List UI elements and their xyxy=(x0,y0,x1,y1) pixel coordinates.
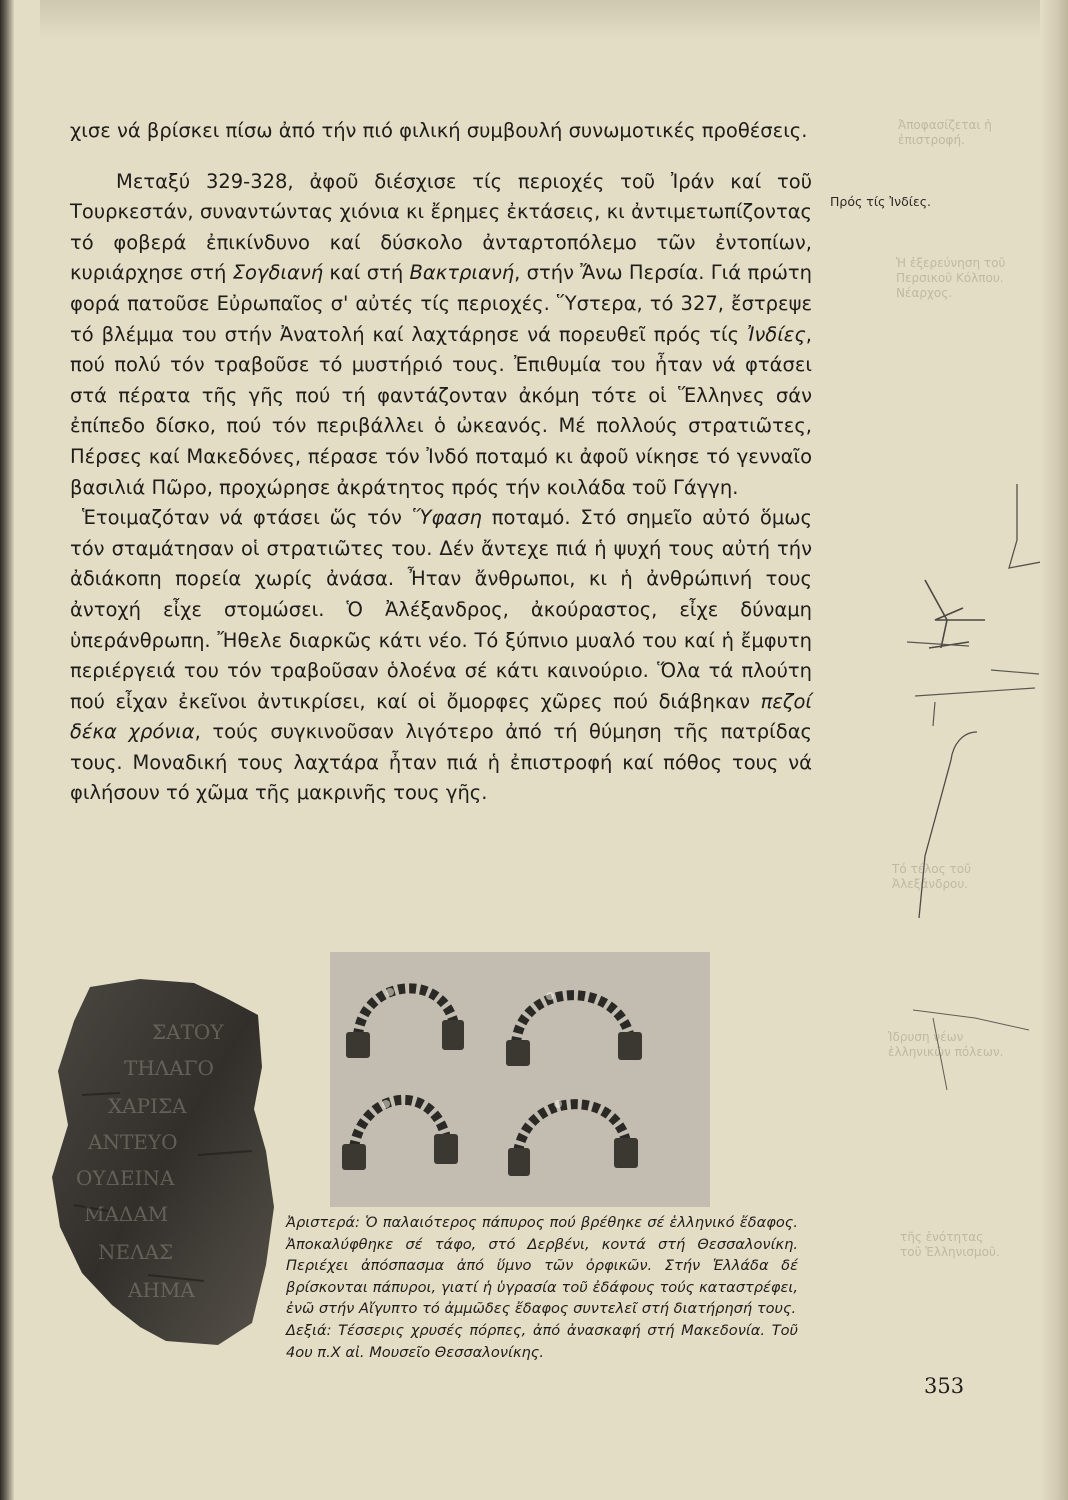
bleed-margin-note: τῆς ἑνότητας τοῦ Ἑλληνισμοῦ. xyxy=(900,1230,1000,1259)
place-bactria: Βακτριανή xyxy=(409,261,515,285)
margin-note: Πρός τίς Ἰνδίες. xyxy=(830,194,932,209)
page-number: 353 xyxy=(924,1374,965,1398)
svg-text:ΤΗΛΑΓΟ: ΤΗΛΑΓΟ xyxy=(124,1056,214,1080)
papyrus-fragment-photo xyxy=(48,975,288,1350)
bleed-margin-note: Ἡ ἐξερεύνηση τοῦ Περσικοῦ Κόλπου. Νέαρχος. xyxy=(896,256,1006,300)
page-edge xyxy=(0,0,14,1500)
right-gutter-shadow xyxy=(1040,0,1068,1500)
caption-left: Ἀριστερά: Ὁ παλαιότερος πάπυρος πού βρέθηκε σέ ἑλληνικό ἔδαφος. Ἀποκαλύφθηκε σέ τάφο, στό Δερβένι, κοντά στή Θεσσαλονίκη. Περιέχει ἀπόσπασμα ἀπό ὕμνο τῶν ὀρφικῶν. Στήν Ἑλλάδα δέ βρίσκονται πάπυροι, γιατί ἡ ὑγρασία τοῦ ἐδάφους τούς καταστρέφει, ἐνῶ στήν Αἴγυπτο τό ἀμμῶδες ἔδαφος συντελεῖ στή διατήρησή τους. xyxy=(286,1214,798,1318)
paragraph-india-campaign: Μεταξύ 329-328, ἀφοῦ διέσχισε τίς περιοχές τοῦ Ἰράν καί τοῦ Τουρκεστάν, συναντώντας χιόνια κι ἔρημες ἐκτάσεις, κι ἀντιμετωπίζοντας τό φοβερά ἐπικίνδυνο καί δύσκολο ἀνταρτοπόλεμο τῶν ἐντοπίων, κυριάρχησε στή Σογδιανή καί στή Βακτριανή, στήν Ἄνω Περσία. Γιά πρώτη φορά πατοῦσε Εὐρωπαῖος σ' αὐτές τίς περιοχές. Ὕστερα, τό 327, ἔστρεψε τό βλέμμα του στήν Ἀνατολή καί λαχτάρησε νά πορευθεῖ πρός τίς Ἰνδίες, πού πολύ τόν τραβοῦσε τό μυστήριό τους. Ἐπιθυμία του ἦταν νά φτάσει στά πέρατα τῆς γῆς πού τή φαντάζονταν ἀκόμη τότε οἱ Ἕλληνες σάν ἐπίπεδο δίσκο, πού τόν περιβάλλει ὁ ὠκεανός. Μέ πολλούς στρατιῶτες, Πέρσες καί Μακεδόνες, πέρασε τόν Ἰνδό ποταμό κι ἀφοῦ νίκησε τό γενναῖο βασιλιά Πῶρο, προχώρησε ἀκράτητος πρός τήν κοιλάδα τοῦ Γάγγη. xyxy=(70,169,813,499)
pencil-scribble xyxy=(905,470,1040,1100)
bleed-margin-note: Ἱδρυση νέων ἑλληνικῶν πόλεων. xyxy=(888,1030,1004,1059)
place-sogdiana: Σογδιανή xyxy=(232,261,324,285)
caption-right: Δεξιά: Τέσσερις χρυσές πόρπες, ἀπό ἀνασκαφή στή Μακεδονία. Τοῦ 4ου π.Χ αἰ. Μουσεῖο Θεσσαλονίκης. xyxy=(286,1321,798,1361)
svg-text:ΣΑΤΟΥ: ΣΑΤΟΥ xyxy=(152,1020,224,1044)
svg-text:ΑΗΜΑ: ΑΗΜΑ xyxy=(128,1278,195,1302)
svg-text:ΑΝΤΕΥΟ: ΑΝΤΕΥΟ xyxy=(88,1130,178,1154)
paragraph-hyphasis: Ἑτοιμαζόταν νά φτάσει ὥς τόν Ὕφαση ποταμό. Στό σημεῖο αὐτό ὅμως τόν σταμάτησαν οἱ στρατιῶτες του. Δέν ἄντεχε πιά ἡ ψυχή τους αὐτή τήν ἀδιάκοπη πορεία χωρίς ἀνάσα. Ἦταν ἄνθρωποι, κι ἡ ἀνθρώπινή τους ἀντοχή εἶχε στομώσει. Ὁ Ἀλέξανδρος, ἀκούραστος, εἶχε δύναμη ὑπεράνθρωπη. Ἤθελε διαρκῶς κάτι νέο. Τό ξύπνιο μυαλό του καί ἡ ἔμφυτη περιέργειά του τόν τραβοῦσαν ὁλοένα σέ κάτι καινούριο. Ὅλα τά πλούτη πού εἶχαν ἐκεῖνοι ἀντικρίσει, καί οἱ ὄμορφες χῶρες πού διάβηκαν πεζοί δέκα χρόνια, τούς συγκινοῦσαν λιγότερο ἀπό τή θύμηση τῆς πατρίδας τους. Μοναδική τους λαχτάρα ἦταν πιά ἡ ἐπιστροφή καί πόθος τους νά φιλήσουν τό χῶμα τῆς μακρινῆς τους γῆς. xyxy=(70,506,812,805)
svg-text:ΟΥΔΕΙΝΑ: ΟΥΔΕΙΝΑ xyxy=(76,1166,175,1190)
bleed-margin-note: Ἀποφασίζεται ἡ ἐπιστροφή. xyxy=(898,118,992,147)
top-gutter-shadow xyxy=(40,0,1060,40)
place-hyphasis: Ὕφαση xyxy=(411,506,482,530)
svg-text:ΜΑΔΑΜ: ΜΑΔΑΜ xyxy=(84,1202,169,1226)
svg-text:ΝΕΛΑΣ: ΝΕΛΑΣ xyxy=(98,1240,174,1264)
phrase-ten-years: πεζοί δέκα χρόνια xyxy=(70,689,812,744)
figure-caption xyxy=(286,1212,798,1363)
place-indies: Ἰνδίες xyxy=(746,322,806,346)
gold-brooches-photo xyxy=(330,952,710,1207)
body-text xyxy=(70,116,812,809)
paragraph-continued: χισε νά βρίσκει πίσω ἀπό τήν πιό φιλική συμβουλή συνωμοτικές προθέσεις. xyxy=(70,119,808,142)
bleed-margin-note: Τό τέλος τοῦ Ἀλεξάνδρου. xyxy=(892,862,972,891)
svg-text:ΧΑΡΙΣΑ: ΧΑΡΙΣΑ xyxy=(108,1094,187,1118)
